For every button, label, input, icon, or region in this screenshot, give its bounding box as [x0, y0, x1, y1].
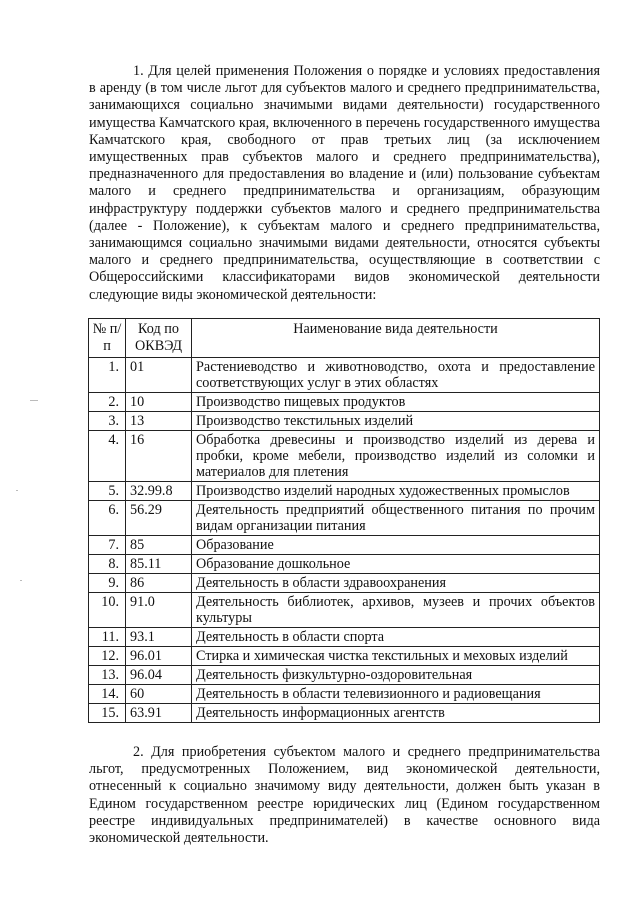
table-row: [89, 666, 600, 685]
row-num: 9.: [89, 574, 126, 593]
row-code: 91.0: [126, 593, 192, 628]
table-header-row: [89, 319, 600, 358]
row-num: 10.: [89, 593, 126, 628]
row-num: 11.: [89, 628, 126, 647]
row-num: 8.: [89, 555, 126, 574]
header-code: Код по ОКВЭД: [126, 319, 192, 358]
row-name: Деятельность в области телевизионного и радиовещания: [192, 685, 600, 704]
row-code: 16: [126, 431, 192, 482]
row-num: 12.: [89, 647, 126, 666]
row-code: 86: [126, 574, 192, 593]
row-name: Обработка древесины и производство изделий из дерева и пробки, кроме мебели, производство изделий из соломки и материалов для плетения: [192, 431, 600, 482]
row-num: 4.: [89, 431, 126, 482]
row-code: 85.11: [126, 555, 192, 574]
row-code: 93.1: [126, 628, 192, 647]
row-name: Деятельность в области здравоохранения: [192, 574, 600, 593]
paragraph-1: 1. Для целей применения Положения о порядке и условиях предоставления в аренду (в том числе льгот для субъектов малого и среднего предпринимательства, занимающихся социально значимыми видами деятельности) государственного имущества Камчатского края, включенного в перечень государственного имущества Камчатского края, свободного от прав третьих лиц (за исключением имущественных прав субъектов малого и среднего предпринимательства), предназначенного для предоставления во владение и (или) пользование субъектам малого и среднего предпринимательства и организациям, образующим инфраструктуру поддержки субъектов малого и среднего предпринимательства (далее - Положение), к субъектам малого и среднего предпринимательства, занимающимся социально значимыми видами деятельности, относятся субъекты малого и среднего предпринимательства, осуществляющие в соответствии с Общероссийскими классификаторами видов экономической деятельности следующие виды экономической деятельности:: [89, 63, 600, 303]
row-name: Стирка и химическая чистка текстильных и меховых изделий: [192, 647, 600, 666]
row-num: 14.: [89, 685, 126, 704]
table-row: [89, 704, 600, 723]
row-code: 13: [126, 412, 192, 431]
table-row: [89, 412, 600, 431]
scan-speck: [16, 490, 18, 491]
row-name: Производство текстильных изделий: [192, 412, 600, 431]
activity-table: [88, 318, 600, 723]
row-name: Деятельность библиотек, архивов, музеев и прочих объектов культуры: [192, 593, 600, 628]
table-row: [89, 685, 600, 704]
header-num: № п/п: [89, 319, 126, 358]
table-row: [89, 431, 600, 482]
row-name: Деятельность в области спорта: [192, 628, 600, 647]
table-row: [89, 393, 600, 412]
row-code: 10: [126, 393, 192, 412]
row-num: 5.: [89, 482, 126, 501]
scan-speck: [30, 400, 38, 401]
row-name: Производство пищевых продуктов: [192, 393, 600, 412]
table-row: [89, 628, 600, 647]
row-name: Производство изделий народных художественных промыслов: [192, 482, 600, 501]
row-num: 1.: [89, 358, 126, 393]
row-num: 2.: [89, 393, 126, 412]
row-num: 3.: [89, 412, 126, 431]
table-row: [89, 482, 600, 501]
table-row: [89, 647, 600, 666]
row-code: 85: [126, 536, 192, 555]
row-code: 96.01: [126, 647, 192, 666]
row-code: 96.04: [126, 666, 192, 685]
row-code: 32.99.8: [126, 482, 192, 501]
row-num: 15.: [89, 704, 126, 723]
table-row: [89, 501, 600, 536]
row-code: 56.29: [126, 501, 192, 536]
row-name: Деятельность информационных агентств: [192, 704, 600, 723]
table-row: [89, 536, 600, 555]
paragraph-2: 2. Для приобретения субъектом малого и среднего предпринимательства льгот, предусмотренных Положением, вид экономической деятельности, отнесенный к социально значимому виду деятельности, должен быть указан в Едином государственном реестре юридических лиц (Едином государственном реестре индивидуальных предпринимателей) в качестве основного вида экономической деятельности.: [89, 744, 600, 847]
row-num: 13.: [89, 666, 126, 685]
scan-speck: [20, 580, 22, 581]
row-code: 63.91: [126, 704, 192, 723]
table-row: [89, 555, 600, 574]
row-name: Растениеводство и животноводство, охота и предоставление соответствующих услуг в этих областях: [192, 358, 600, 393]
row-name: Деятельность физкультурно-оздоровительная: [192, 666, 600, 685]
row-name: Деятельность предприятий общественного питания по прочим видам организации питания: [192, 501, 600, 536]
table-row: [89, 574, 600, 593]
row-name: Образование дошкольное: [192, 555, 600, 574]
header-name: Наименование вида деятельности: [192, 319, 600, 358]
row-num: 6.: [89, 501, 126, 536]
row-name: Образование: [192, 536, 600, 555]
table-row: [89, 358, 600, 393]
table-row: [89, 593, 600, 628]
row-code: 60: [126, 685, 192, 704]
row-code: 01: [126, 358, 192, 393]
row-num: 7.: [89, 536, 126, 555]
